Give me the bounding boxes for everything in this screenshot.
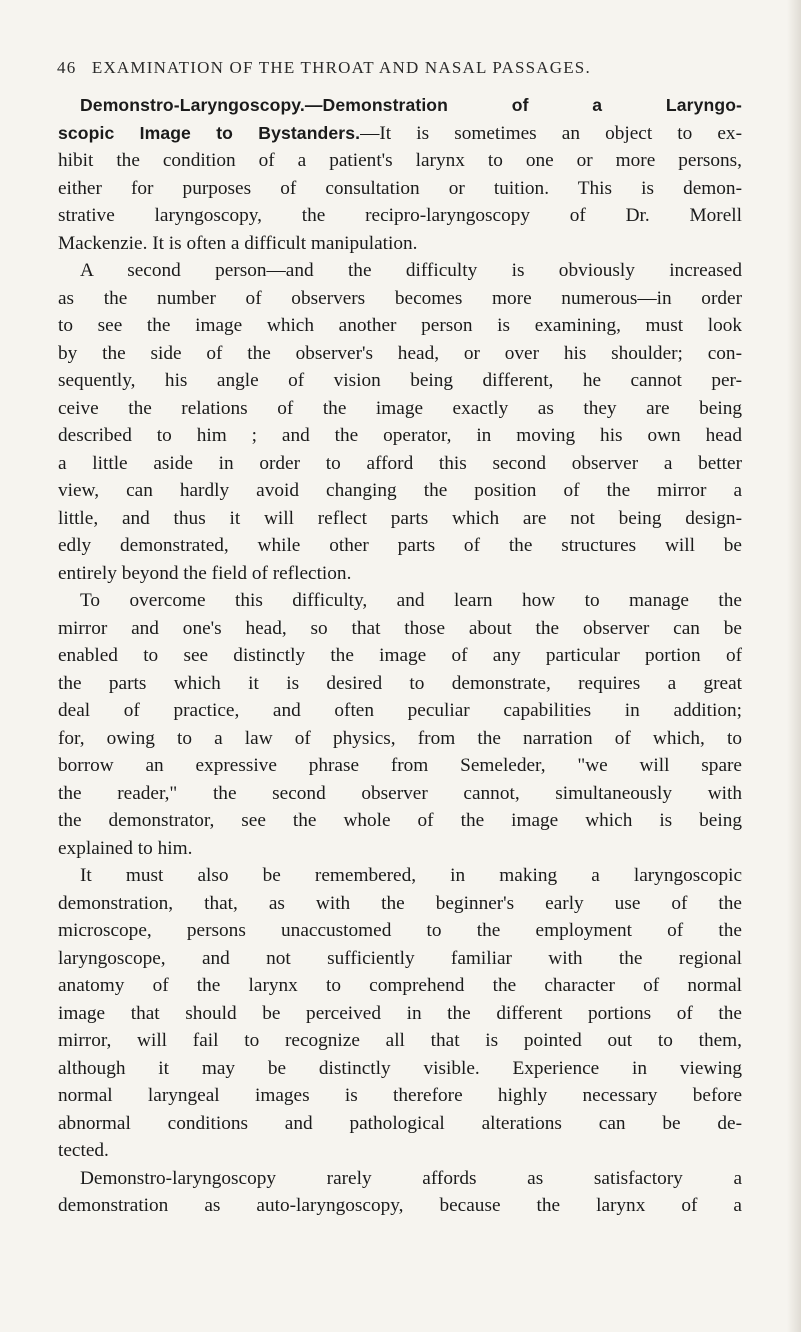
line-text: ceive the relations of the image exactly as they are being [58,397,742,419]
text-line [58,450,742,478]
line-text: sequently, his angle of vision being different, he cannot per- [58,370,742,391]
line-text: enabled to see distinctly the image of any particular portion of [58,645,742,666]
line-text: abnormal conditions and pathological alterations can be de- [58,1112,742,1134]
text-line [58,1165,742,1193]
line-text: It must also be remembered, in making a laryngoscopic [80,865,742,886]
text-line [58,340,742,368]
text-line [58,1027,742,1055]
line-text: tected. [58,1140,109,1161]
text-line [58,422,742,450]
line-text: deal of practice, and often peculiar capabilities in addition; [58,700,742,721]
line-text: A second person—and the difficulty is obviously increased [80,260,742,281]
section-heading: scopic Image to Bystanders. [58,122,361,143]
text-line [58,532,742,560]
text-line [58,587,742,615]
line-text: to see the image which another person is examining, must look [58,315,742,336]
text-line [58,560,742,588]
line-text: —It is sometimes an object to ex- [360,122,742,144]
line-text: mirror and one's head, so that those about the observer can be [58,617,742,639]
line-text: as the number of observers becomes more numerous—in order [58,287,742,309]
line-text: the demonstrator, see the whole of the image which is being [58,810,742,831]
running-title: EXAMINATION OF THE THROAT AND NASAL PASSAGES. [91,58,591,77]
text-line [58,752,742,780]
line-text: either for purposes of consultation or tuition. This is demon- [58,177,742,199]
line-text: image that should be perceived in the different portions of the [58,1002,742,1024]
text-line [58,670,742,698]
text-line [58,395,742,423]
text-line [58,1137,742,1165]
line-text: hibit the condition of a patient's larynx to one or more persons, [58,150,742,171]
text-line [58,697,742,725]
text-line [58,917,742,945]
text-line [58,477,742,505]
text-line [58,175,742,203]
line-text: strative laryngoscopy, the recipro-laryngoscopy of Dr. Morell [58,205,742,226]
line-text: a little aside in order to afford this second observer a better [58,452,742,474]
text-line [58,862,742,890]
text-line [58,972,742,1000]
text-line [58,202,742,230]
text-line [58,92,742,120]
text-line [58,1192,742,1220]
line-text: laryngoscope, and not sufficiently familiar with the regional [58,947,742,969]
text-line [58,642,742,670]
line-text: borrow an expressive phrase from Semeleder, "we will spare [58,755,742,776]
text-line [58,257,742,285]
text-line [58,1055,742,1083]
text-line [58,945,742,973]
line-text: described to him ; and the operator, in moving his own head [58,425,742,446]
line-text: Mackenzie. It is often a difficult manipulation. [58,232,418,254]
line-text: microscope, persons unaccustomed to the employment of the [58,920,742,941]
text-line [58,312,742,340]
text-line [58,230,742,258]
line-text: although it may be distinctly visible. Experience in viewing [58,1057,742,1079]
text-line [58,367,742,395]
text-line [58,890,742,918]
line-text: To overcome this difficulty, and learn how to manage the [80,590,742,611]
page-edge-shadow [787,0,801,1332]
line-text: by the side of the observer's head, or over his shoulder; con- [58,342,742,364]
text-line [58,505,742,533]
text-line [58,835,742,863]
line-text: mirror, will fail to recognize all that is pointed out to them, [58,1030,742,1051]
line-text: entirely beyond the field of reflection. [58,562,352,584]
running-header [57,58,757,78]
text-line [58,1110,742,1138]
line-text: normal laryngeal images is therefore highly necessary before [58,1085,742,1106]
line-text: demonstration, that, as with the beginner's early use of the [58,892,742,914]
text-line [58,120,742,148]
line-text: the reader," the second observer cannot, simultaneously with [58,782,742,804]
text-line [58,285,742,313]
text-line [58,1082,742,1110]
text-line [58,807,742,835]
line-text: for, owing to a law of physics, from the narration of which, to [58,727,742,749]
section-heading: Demonstro-Laryngoscopy.—Demonstration of a Laryngo- [80,95,742,115]
line-text: little, and thus it will reflect parts which are not being design- [58,507,742,529]
text-line [58,147,742,175]
line-text: view, can hardly avoid changing the position of the mirror a [58,480,742,501]
text-line [58,780,742,808]
line-text: Demonstro-laryngoscopy rarely affords as satisfactory a [80,1167,742,1189]
text-line [58,615,742,643]
line-text: the parts which it is desired to demonstrate, requires a great [58,672,742,694]
line-text: demonstration as auto-laryngoscopy, because the larynx of a [58,1195,742,1216]
line-text: anatomy of the larynx to comprehend the character of normal [58,975,742,996]
text-line [58,1000,742,1028]
page-number: 46 [57,58,77,77]
line-text: edly demonstrated, while other parts of the structures will be [58,535,742,556]
line-text: explained to him. [58,837,193,859]
body-text [58,92,742,1220]
text-line [58,725,742,753]
